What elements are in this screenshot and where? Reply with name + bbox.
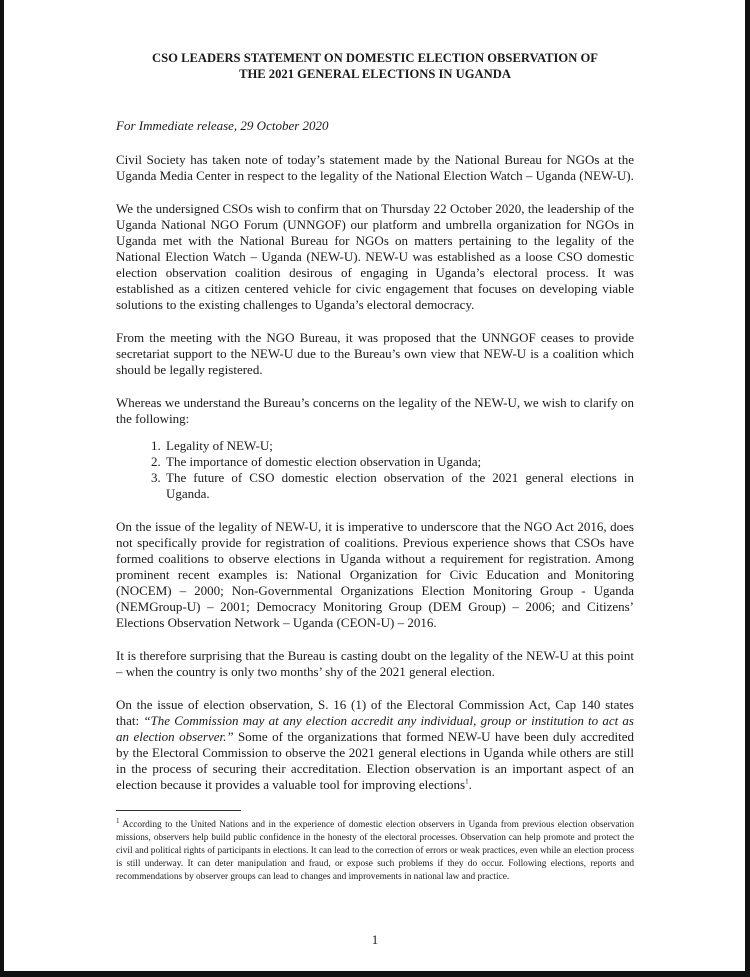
paragraph-2: We the undersigned CSOs wish to confirm that on Thursday 22 October 2020, the leadership of the Uganda National NGO Forum (UNNGOF) our platform and umbrella organization for NGOs in Uganda met with the National Bureau for NGOs on matters pertaining to the legality of the National Election Watch – Uganda (NEW-U). NEW-U was established as a loose CSO domestic election observation coalition desirous of engaging in Uganda’s electoral process. It was established as a citizen centered vehicle for civic engagement that focuses on developing viable solutions to the existing challenges to Uganda’s electoral democracy. (116, 201, 634, 312)
electoral-act-quote: “The Commission may at any election accredit any individual, group or institution to act as an election observer.” (116, 713, 634, 744)
document-page (116, 50, 634, 884)
paragraph-7-end: Some of the organizations that formed NEW-U have been duly accredited by the Electoral Commission to observe the 2021 general elections in Uganda while others are still in the process of securing their accreditation. Election observation is an important aspect of an election because it provides a valuable tool for improving elections (116, 729, 634, 792)
footnote-reference: 1 (465, 777, 469, 786)
scan-edge-left (0, 0, 4, 977)
paragraph-4: Whereas we understand the Bureau’s concerns on the legality of the NEW-U, we wish to clarify on the following: (116, 395, 634, 426)
paragraph-7: On the issue of election observation, S. 16 (1) of the Electoral Commission Act, Cap 140 states that: “The Commission may at any election accredit any individual, group or institution to act as an election observer.” Some of the organizations that formed NEW-U have been duly accredited by the Electoral Commission to observe the 2021 general elections in Uganda while others are still in the process of securing their accreditation. Election observation is an important aspect of an election because it provides a valuable tool for improving elections$^1$. (116, 697, 634, 792)
footnote-divider (116, 810, 241, 811)
scan-edge-right (745, 0, 750, 977)
scan-edge-bottom (0, 971, 750, 977)
paragraph-6: It is therefore surprising that the Bureau is casting doubt on the legality of the NEW-U at this point – when the country is only two months’ shy of the 2021 general election. (116, 648, 634, 679)
page-number: 1 (371, 932, 379, 947)
footnote (116, 816, 634, 884)
paragraph-5: On the issue of the legality of NEW-U, it is imperative to underscore that the NGO Act 2016, does not specifically provide for registration of coalitions. Previous experience shows that CSOs have formed coalitions to observe elections in Uganda without a requirement for registration. Among prominent recent examples is: National Organization for Civic Education and Monitoring (NOCEM) – 2000; Non-Governmental Organizations Election Monitoring Group - Uganda (NEMGroup-U) – 2001; Democracy Monitoring Group (DEM Group) – 2006; and Citizens’ Elections Observation Network – Uganda (CEON-U) – 2016. (116, 519, 634, 630)
list-item: 1. Legality of NEW-U; (164, 438, 634, 454)
paragraph-3: From the meeting with the NGO Bureau, it was proposed that the UNNGOF ceases to provide secretariat support to the NEW-U due to the Bureau’s own view that NEW-U is a coalition which should be legally registered. (116, 330, 634, 377)
footnote-text: According to the United Nations and in the experience of domestic election observers in Uganda from previous election observation missions, observers help build public confidence in the honesty of the electoral processes. Observation can help promote and protect the civil and political rights of participants in elections. It can lead to the correction of errors or weak practices, even while an election process is still underway. It can deter manipulation and fraud, or expose such problems if they do occur. Following elections, reports and recommendations by observer groups can lead to changes and improvements in national law and practice. (116, 820, 634, 882)
paragraph-1: Civil Society has taken note of today’s statement made by the National Bureau for NGOs at the Uganda Media Center in respect to the legality of the National Election Watch – Uganda (NEW-U). (116, 152, 634, 183)
clarification-list (116, 438, 634, 502)
list-item: 3. The future of CSO domestic election observation of the 2021 general elections in Uganda. (164, 470, 634, 502)
title-line-2: THE 2021 GENERAL ELECTIONS IN UGANDA (239, 67, 511, 81)
list-item: 2. The importance of domestic election observation in Uganda; (164, 454, 634, 470)
document-title (116, 50, 634, 82)
footnote-marker: 1 (116, 816, 120, 825)
title-line-1: CSO LEADERS STATEMENT ON DOMESTIC ELECTION OBSERVATION OF (152, 51, 598, 65)
paragraph-7-start: On the issue of election observation, S. 16 (1) of the Electoral Commission Act, Cap 140 states that: (116, 697, 634, 728)
release-line: For Immediate release, 29 October 2020 (116, 118, 329, 133)
